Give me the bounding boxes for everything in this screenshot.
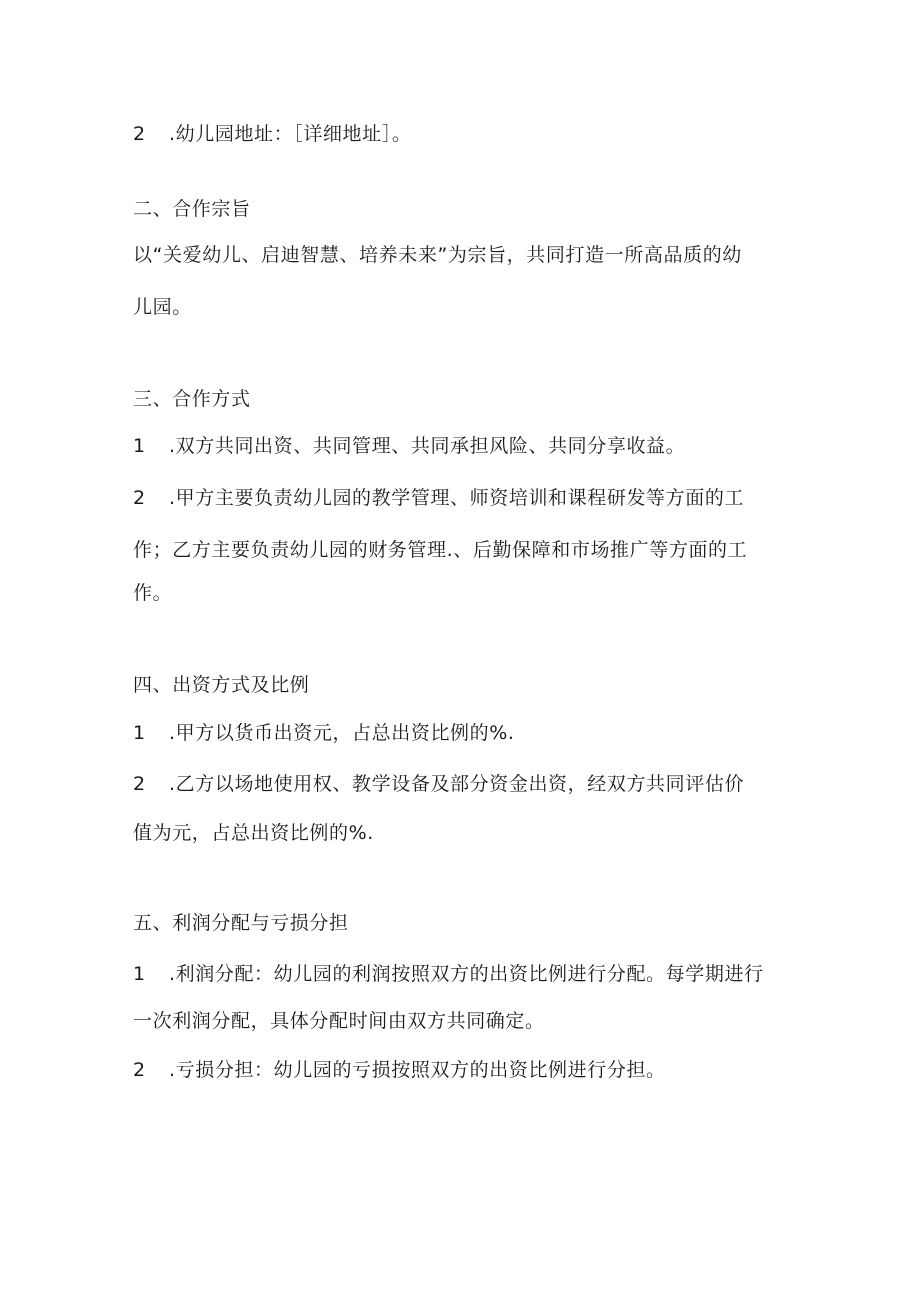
item-number: 1: [133, 722, 146, 744]
list-item: [133, 771, 744, 797]
paragraph-line: [133, 242, 742, 268]
item-number: 1: [133, 435, 146, 457]
paragraph-line: [133, 580, 172, 606]
item-text: .亏损分担：幼儿园的亏损按照双方的出资比例进行分担。: [169, 1059, 666, 1081]
item-text: .甲方主要负责幼儿园的教学管理、师资培训和课程研发等方面的工: [169, 487, 745, 509]
paragraph-text: 儿园。: [133, 296, 192, 318]
paragraph-line: [133, 820, 374, 846]
heading-text: 四、出资方式及比例: [133, 674, 310, 696]
paragraph-line: [133, 294, 192, 320]
heading-text: 五、利润分配与亏损分担: [133, 912, 349, 934]
heading-text: 二、合作宗旨: [133, 198, 251, 220]
item-number: 2: [133, 1059, 146, 1081]
item-text: .利润分配：幼儿园的利润按照双方的出资比例进行分配。每学期进行: [169, 963, 764, 985]
section-heading-profit: [133, 910, 349, 936]
paragraph-line: [133, 1008, 545, 1034]
list-item: [133, 433, 685, 459]
section-heading-cooperation: [133, 386, 251, 412]
list-item: [133, 720, 515, 746]
paragraph-text: 一次利润分配，具体分配时间由双方共同确定。: [133, 1010, 545, 1032]
paragraph-text: 以“关爱幼儿、启迪智慧、培养未来”为宗旨，共同打造一所高品质的幼: [133, 244, 742, 266]
heading-text: 三、合作方式: [133, 388, 251, 410]
item-number: 2: [133, 487, 146, 509]
list-item: [133, 485, 744, 511]
item-number: 1: [133, 963, 146, 985]
item-number: 2: [133, 123, 146, 145]
paragraph-text: 作；乙方主要负责幼儿园的财务管理.、后勤保障和市场推广等方面的工: [133, 539, 748, 561]
list-item: [133, 961, 764, 987]
paragraph-line: [133, 537, 747, 563]
section-heading-investment: [133, 672, 309, 698]
item-number: 2: [133, 773, 146, 795]
paragraph-text: 值为元，占总出资比例的%.: [133, 822, 374, 844]
section-heading-purpose: [133, 196, 251, 222]
paragraph-text: 作。: [133, 582, 173, 604]
item-text: .乙方以场地使用权、教学设备及部分资金出资，经双方共同评估价: [169, 773, 745, 795]
item-text: .幼儿园地址：［详细地址］。: [169, 123, 412, 145]
address-item: [133, 121, 411, 147]
item-text: .甲方以货币出资元，占总出资比例的%.: [169, 722, 515, 744]
list-item: [133, 1057, 666, 1083]
item-text: .双方共同出资、共同管理、共同承担风险、共同分享收益。: [169, 435, 686, 457]
